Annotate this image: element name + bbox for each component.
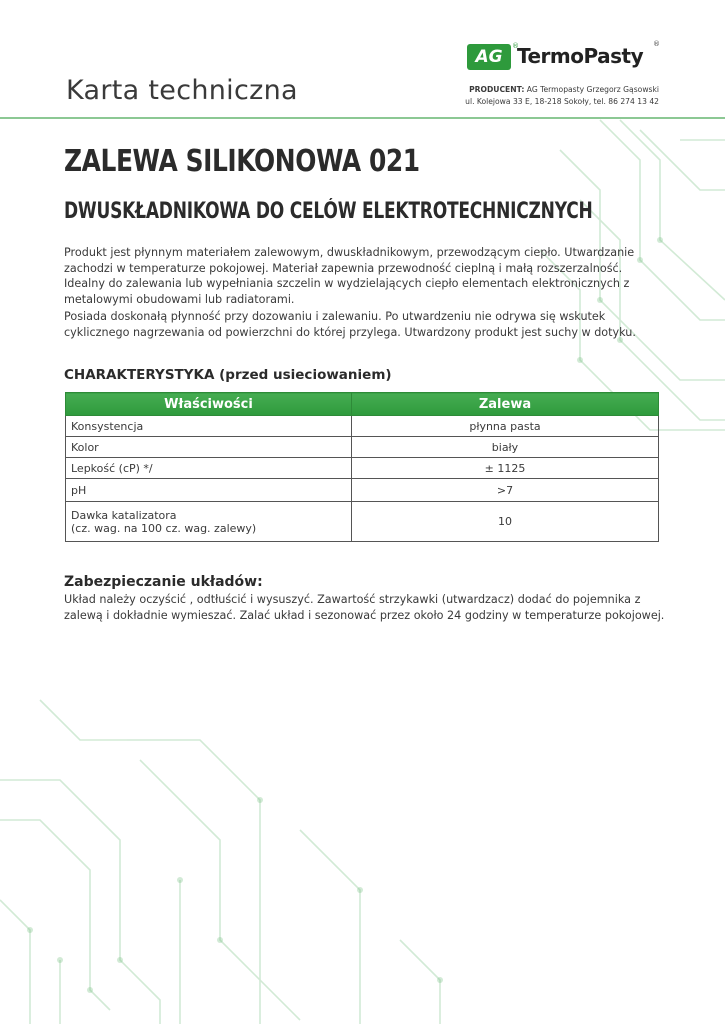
table-row bbox=[66, 437, 659, 458]
column-header-value: Zalewa bbox=[352, 393, 659, 416]
table-header-row bbox=[66, 393, 659, 416]
document-type: Karta techniczna bbox=[66, 75, 298, 106]
property-line: Dawka katalizatora bbox=[71, 508, 177, 522]
registered-mark-icon: ® bbox=[512, 42, 519, 50]
property-cell: Konsystencja bbox=[66, 416, 352, 437]
table-row bbox=[66, 502, 659, 542]
property-cell: Lepkość (cP) */ bbox=[66, 458, 352, 479]
characteristics-heading: CHARAKTERYSTYKA (przed usieciowaniem) bbox=[64, 367, 392, 383]
producer-info bbox=[465, 84, 659, 108]
characteristics-table bbox=[65, 392, 659, 542]
registered-mark-icon: ® bbox=[653, 40, 660, 48]
protection-text: Układ należy oczyścić , odtłuścić i wysuszyć. Zawartość strzykawki (utwardzacz) dodać do pojemnika z zalewą i dokładnie wymieszać. Zalać układ i sezonować przez około 24 godziny w temperaturze pokojowej. bbox=[64, 593, 665, 622]
value-cell: biały bbox=[352, 437, 659, 458]
value-cell: 10 bbox=[352, 502, 659, 542]
description-paragraph-1: Produkt jest płynnym materiałem zalewowym, dwuskładnikowym, przewodzącym ciepło. Utwardzanie zachodzi w temperaturze pokojowej. Materiał zapewnia przewodność cieplną i małą rozszerzalność. Idealny do zalewania lub wypełniania szczelin w wydzielających ciepło elementach elektronicznych z metalowymi obudowami lub radiatorami. bbox=[64, 246, 635, 306]
value-cell: >7 bbox=[352, 479, 659, 502]
logo-name: TermoPasty bbox=[517, 44, 644, 68]
producer-address: ul. Kolejowa 33 E, 18-218 Sokoły, tel. 86 274 13 42 bbox=[465, 97, 659, 106]
value-cell: ± 1125 bbox=[352, 458, 659, 479]
property-cell: Kolor bbox=[66, 437, 352, 458]
property-cell bbox=[66, 502, 352, 542]
product-title: ZALEWA SILIKONOWA 021 bbox=[64, 144, 420, 179]
producer-label: PRODUCENT: bbox=[469, 85, 525, 94]
table-row bbox=[66, 416, 659, 437]
value-cell: płynna pasta bbox=[352, 416, 659, 437]
protection-heading: Zabezpieczanie układów: bbox=[64, 574, 263, 590]
producer-name: AG Termopasty Grzegorz Gąsowski bbox=[526, 85, 659, 94]
header-divider bbox=[0, 117, 725, 119]
table-row bbox=[66, 479, 659, 502]
logo-mark: AG bbox=[467, 44, 511, 70]
brand-logo bbox=[467, 42, 663, 74]
description-paragraph-2: Posiada doskonałą płynność przy dozowaniu i zalewaniu. Po utwardzeniu nie odrywa się wskutek cyklicznego nagrzewania od powierzchni do której przylega. Utwardzony produkt jest suchy w dotyku. bbox=[64, 310, 636, 339]
table-row bbox=[66, 458, 659, 479]
product-subtitle: DWUSKŁADNIKOWA DO CELÓW ELEKTROTECHNICZNYCH bbox=[64, 199, 593, 224]
property-cell: pH bbox=[66, 479, 352, 502]
property-line: (cz. wag. na 100 cz. wag. zalewy) bbox=[71, 521, 257, 535]
column-header-property: Właściwości bbox=[66, 393, 352, 416]
